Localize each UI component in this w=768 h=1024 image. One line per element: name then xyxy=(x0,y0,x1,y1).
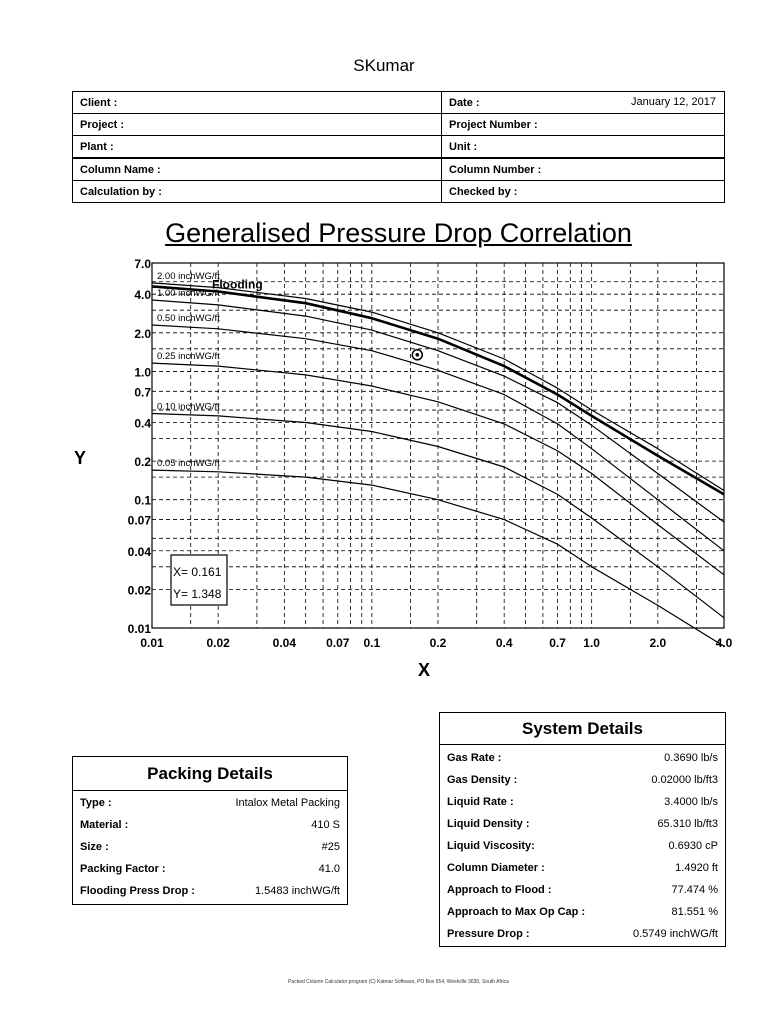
system-row xyxy=(440,857,725,879)
info-row xyxy=(73,92,725,114)
system-row xyxy=(440,879,725,901)
curve-label: 2.00 inchWG/ft xyxy=(157,270,220,282)
system-label: Column Diameter : xyxy=(447,862,545,874)
curve-label: 0.05 inchWG/ft xyxy=(157,458,220,470)
system-label: Gas Density : xyxy=(447,774,518,786)
packing-value: 1.5483 inchWG/ft xyxy=(255,885,340,897)
system-label: Gas Rate : xyxy=(447,752,502,764)
x-tick-label: 0.01 xyxy=(140,636,164,650)
system-value: 0.5749 inchWG/ft xyxy=(633,928,718,940)
system-value: 0.6930 cP xyxy=(668,840,718,852)
info-label: Column Name : xyxy=(73,158,442,181)
system-label: Liquid Density : xyxy=(447,818,530,830)
system-row xyxy=(440,813,725,835)
packing-value: 410 S xyxy=(311,819,340,831)
info-row xyxy=(73,136,725,159)
y-tick-label: 0.2 xyxy=(134,455,151,470)
y-tick-label: 0.1 xyxy=(134,493,151,508)
x-tick-label: 1.0 xyxy=(583,636,600,650)
packing-label: Flooding Press Drop : xyxy=(80,885,195,897)
system-row xyxy=(440,747,725,769)
y-tick-label: 2.0 xyxy=(134,326,151,341)
packing-value: 41.0 xyxy=(318,863,340,875)
packing-label: Packing Factor : xyxy=(80,863,166,875)
info-label: Checked by : xyxy=(442,181,725,203)
packing-row xyxy=(73,858,347,880)
y-tick-label: 0.07 xyxy=(127,513,151,528)
packing-label: Size : xyxy=(80,841,109,853)
system-value: 0.02000 lb/ft3 xyxy=(651,774,718,786)
info-label: Project Number : xyxy=(442,114,725,136)
x-tick-label: 0.07 xyxy=(326,636,350,650)
x-tick-label: 0.04 xyxy=(272,636,297,650)
operating-point-dot xyxy=(415,353,419,357)
info-label: Unit : xyxy=(442,136,725,159)
packing-row xyxy=(73,836,347,858)
system-value: 77.474 % xyxy=(671,884,718,896)
info-label: Plant : xyxy=(73,136,442,159)
y-annotation-text: Y= 1.348 xyxy=(173,587,222,601)
y-axis-label: Y xyxy=(73,448,87,468)
y-tick-label: 7.0 xyxy=(134,257,151,271)
system-row xyxy=(440,835,725,857)
packing-value: #25 xyxy=(321,841,340,853)
info-label: Project : xyxy=(73,114,442,136)
packing-label: Material : xyxy=(80,819,129,831)
curve-label: 1.00 inchWG/ft xyxy=(157,288,220,300)
curve-label: 0.25 inchWG/ft xyxy=(157,351,220,363)
y-tick-label: 0.4 xyxy=(134,416,151,431)
packing-details-title: Packing Details xyxy=(73,757,347,791)
x-tick-label: 0.7 xyxy=(549,636,566,650)
system-details-panel xyxy=(439,712,726,947)
system-label: Liquid Viscosity: xyxy=(447,840,535,852)
packing-value: Intalox Metal Packing xyxy=(235,797,340,809)
system-row xyxy=(440,769,725,791)
author-name: SKumar xyxy=(353,56,415,75)
system-row xyxy=(440,901,725,923)
system-value: 3.4000 lb/s xyxy=(664,796,718,808)
system-row xyxy=(440,923,725,945)
system-label: Approach to Max Op Cap : xyxy=(447,906,586,918)
info-label: Date : January 12, 2017 xyxy=(442,92,725,114)
packing-row xyxy=(73,880,347,902)
gpdc-chart xyxy=(0,255,768,685)
x-tick-label: 2.0 xyxy=(649,636,667,650)
x-tick-label: 0.4 xyxy=(495,636,513,650)
x-annotation-text: X= 0.161 xyxy=(173,565,222,579)
system-details-title: System Details xyxy=(440,713,725,745)
y-tick-label: 0.7 xyxy=(134,385,151,400)
curve-label: 0.10 inchWG/ft xyxy=(157,401,220,413)
packing-row xyxy=(73,814,347,836)
system-label: Liquid Rate : xyxy=(447,796,514,808)
y-tick-label: 0.04 xyxy=(127,544,151,559)
system-value: 1.4920 ft xyxy=(675,862,718,874)
x-tick-label: 4.0 xyxy=(715,636,733,650)
x-tick-label: 0.2 xyxy=(429,636,447,650)
info-label: Column Number : xyxy=(442,158,725,181)
y-tick-label: 1.0 xyxy=(134,365,151,380)
info-table xyxy=(72,91,725,203)
y-tick-label: 0.02 xyxy=(127,583,151,598)
system-label: Approach to Flood : xyxy=(447,884,552,896)
curve-label: 0.50 inchWG/ft xyxy=(157,313,220,325)
info-label: Client : xyxy=(73,92,442,114)
footer-credit: Packed Column Calculator program (C) Katmar Software, PO Box 654, Westville 3630, South Africa xyxy=(288,979,509,985)
flooding-label: Flooding xyxy=(212,277,263,292)
y-tick-label: 0.01 xyxy=(127,622,151,636)
system-value: 0.3690 lb/s xyxy=(664,752,718,764)
system-row xyxy=(440,791,725,813)
x-tick-label: 0.02 xyxy=(206,636,230,650)
info-row xyxy=(73,181,725,203)
info-value: January 12, 2017 xyxy=(630,96,716,108)
packing-details-panel xyxy=(72,756,348,905)
info-row xyxy=(73,114,725,136)
system-label: Pressure Drop : xyxy=(447,928,530,940)
system-value: 65.310 lb/ft3 xyxy=(657,818,718,830)
packing-row xyxy=(73,792,347,814)
info-row xyxy=(73,158,725,181)
x-tick-label: 0.1 xyxy=(363,636,381,650)
x-axis-label: X xyxy=(417,660,431,680)
packing-label: Type : xyxy=(80,797,112,809)
y-tick-label: 4.0 xyxy=(134,288,151,303)
system-value: 81.551 % xyxy=(671,906,718,918)
info-label: Calculation by : xyxy=(73,181,442,203)
chart-title: Generalised Pressure Drop Correlation xyxy=(165,218,632,248)
